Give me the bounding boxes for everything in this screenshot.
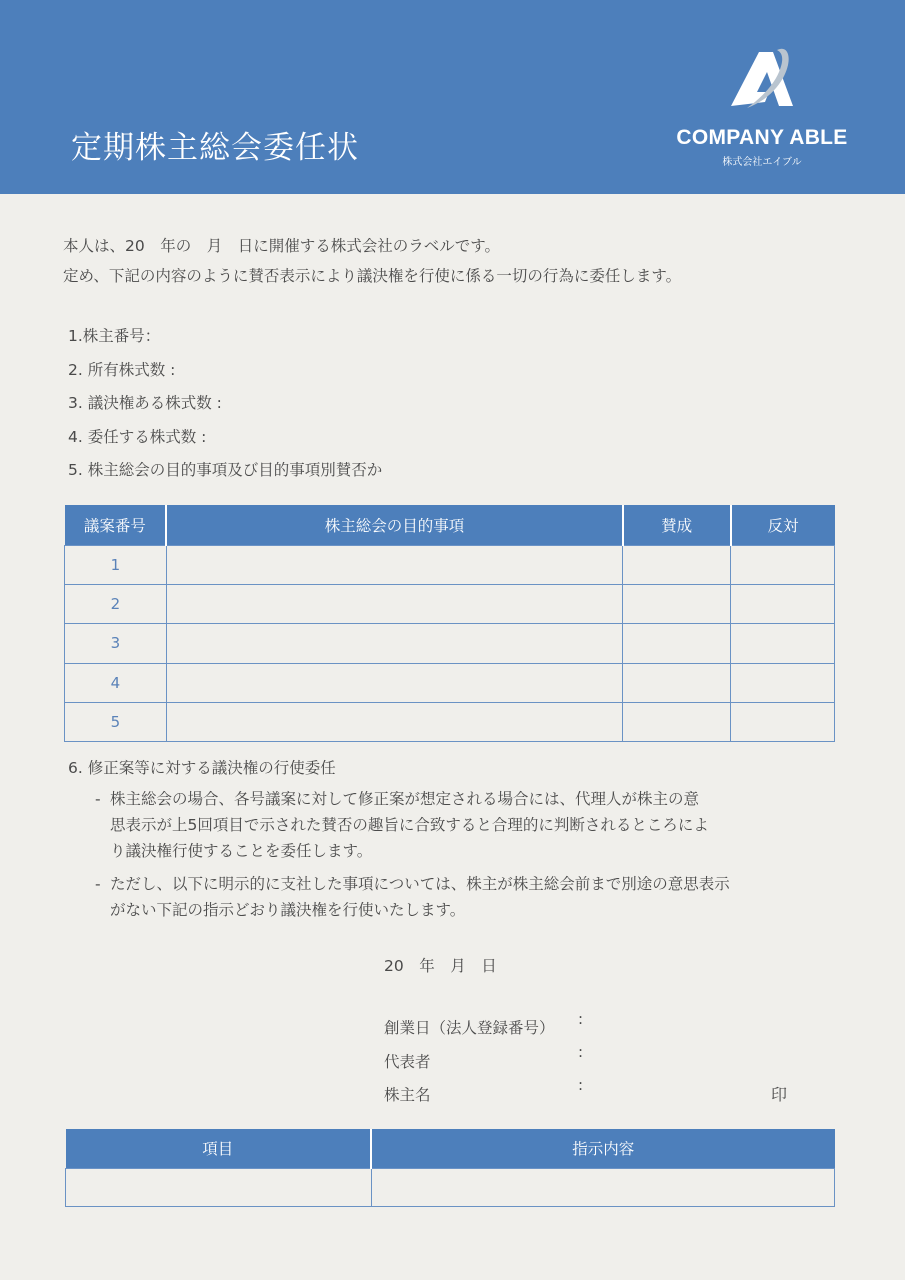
instruction-table (65, 1129, 835, 1207)
page-title: 定期株主総会委任状 (71, 130, 359, 166)
table-row (66, 1168, 835, 1206)
header-banner (0, 0, 905, 194)
seal-mark: 印 (771, 1085, 788, 1104)
agenda-matter-cell[interactable] (166, 545, 622, 584)
bullet-line: り議決権行使することを委任します。 (110, 842, 373, 860)
item-owned-shares: 2. 所有株式数 : (68, 360, 176, 379)
item-voting-shares: 3. 議決権ある株式数 : (68, 394, 222, 412)
agenda-matter-cell[interactable] (166, 584, 622, 623)
logo-company-subtitle: 株式会社エイブル (722, 157, 802, 168)
intro-line: 定め、下記の内容のように賛否表示により議決権を行使に係る一切の行為に委任します。 (63, 267, 682, 285)
oppose-cell[interactable] (731, 624, 835, 663)
table-row (65, 545, 835, 584)
section6-heading: 6. 修正案等に対する議決権の行使委任 (68, 759, 336, 777)
agenda-matter-cell[interactable] (166, 663, 622, 702)
bullet-line: がない下記の指示どおり議決権を行使いたします。 (110, 901, 466, 919)
company-able-logo-icon (727, 44, 797, 114)
oppose-cell[interactable] (731, 545, 835, 584)
proposal-number-cell: 1 (65, 545, 167, 584)
bullet-text (110, 871, 850, 923)
intro-line: 本人は、20 年の 月 日に開催する株式会社のラベルです。 (63, 237, 500, 255)
instruction-content-cell[interactable] (371, 1168, 834, 1206)
bullet-line: 株主総会の場合、各号議案に対して修正案が想定される場合には、代理人が株主の意 (110, 790, 700, 808)
proposal-table (64, 505, 835, 742)
approve-cell[interactable] (623, 663, 731, 702)
header-oppose: 反対 (731, 505, 835, 545)
item-shareholder-number: 1.株主番号： (68, 327, 161, 345)
logo-company-name: COMPANY ABLE (676, 126, 848, 149)
header-item: 項目 (66, 1129, 372, 1168)
shareholder-items-list (68, 320, 382, 488)
item-agenda-vote: 5. 株主総会の目的事項及び目的事項別賛否か (68, 461, 383, 479)
proposal-number-cell: 5 (65, 703, 167, 742)
agenda-matter-cell[interactable] (166, 624, 622, 663)
signature-label-founding-date: 創業日（法人登録番号） (384, 1019, 555, 1037)
proposal-number-cell: 3 (65, 624, 167, 663)
oppose-cell[interactable] (731, 584, 835, 623)
table-row (65, 663, 835, 702)
proposal-number-cell: 4 (65, 663, 167, 702)
table-header-row (66, 1129, 835, 1168)
item-cell[interactable] (66, 1168, 372, 1206)
header-instruction-content: 指示内容 (371, 1129, 834, 1168)
bullet-line: ただし、以下に明示的に支社した事項については、株主が株主総会前まで別途の意思表示 (110, 875, 730, 893)
signature-colon: : (578, 1076, 584, 1094)
oppose-cell[interactable] (731, 663, 835, 702)
signature-date: 20 年 月 日 (384, 957, 497, 975)
table-header-row (65, 505, 835, 545)
signature-label-shareholder-name: 株主名 (384, 1086, 431, 1104)
company-logo (672, 44, 852, 174)
header-agenda-matter: 株主総会の目的事項 (166, 505, 622, 545)
table-row (65, 703, 835, 742)
signature-colon: : (578, 1010, 584, 1028)
approve-cell[interactable] (623, 584, 731, 623)
approve-cell[interactable] (623, 703, 731, 742)
proposal-number-cell: 2 (65, 584, 167, 623)
bullet-dash: - (95, 790, 101, 808)
bullet-dash: - (95, 875, 101, 893)
header-approve: 賛成 (623, 505, 731, 545)
header-proposal-number: 議案番号 (65, 505, 167, 545)
table-row (65, 624, 835, 663)
signature-colon: : (578, 1043, 584, 1061)
oppose-cell[interactable] (731, 703, 835, 742)
table-row (65, 584, 835, 623)
bullet-line: 思表示が上5回項目で示された賛否の趣旨に合致すると合理的に判断されるところによ (110, 816, 709, 834)
approve-cell[interactable] (623, 545, 731, 584)
bullet-text (110, 786, 850, 864)
approve-cell[interactable] (623, 624, 731, 663)
signature-label-representative: 代表者 (384, 1053, 431, 1071)
intro-paragraph (63, 231, 681, 291)
agenda-matter-cell[interactable] (166, 703, 622, 742)
item-delegated-shares: 4. 委任する株式数 : (68, 427, 207, 446)
